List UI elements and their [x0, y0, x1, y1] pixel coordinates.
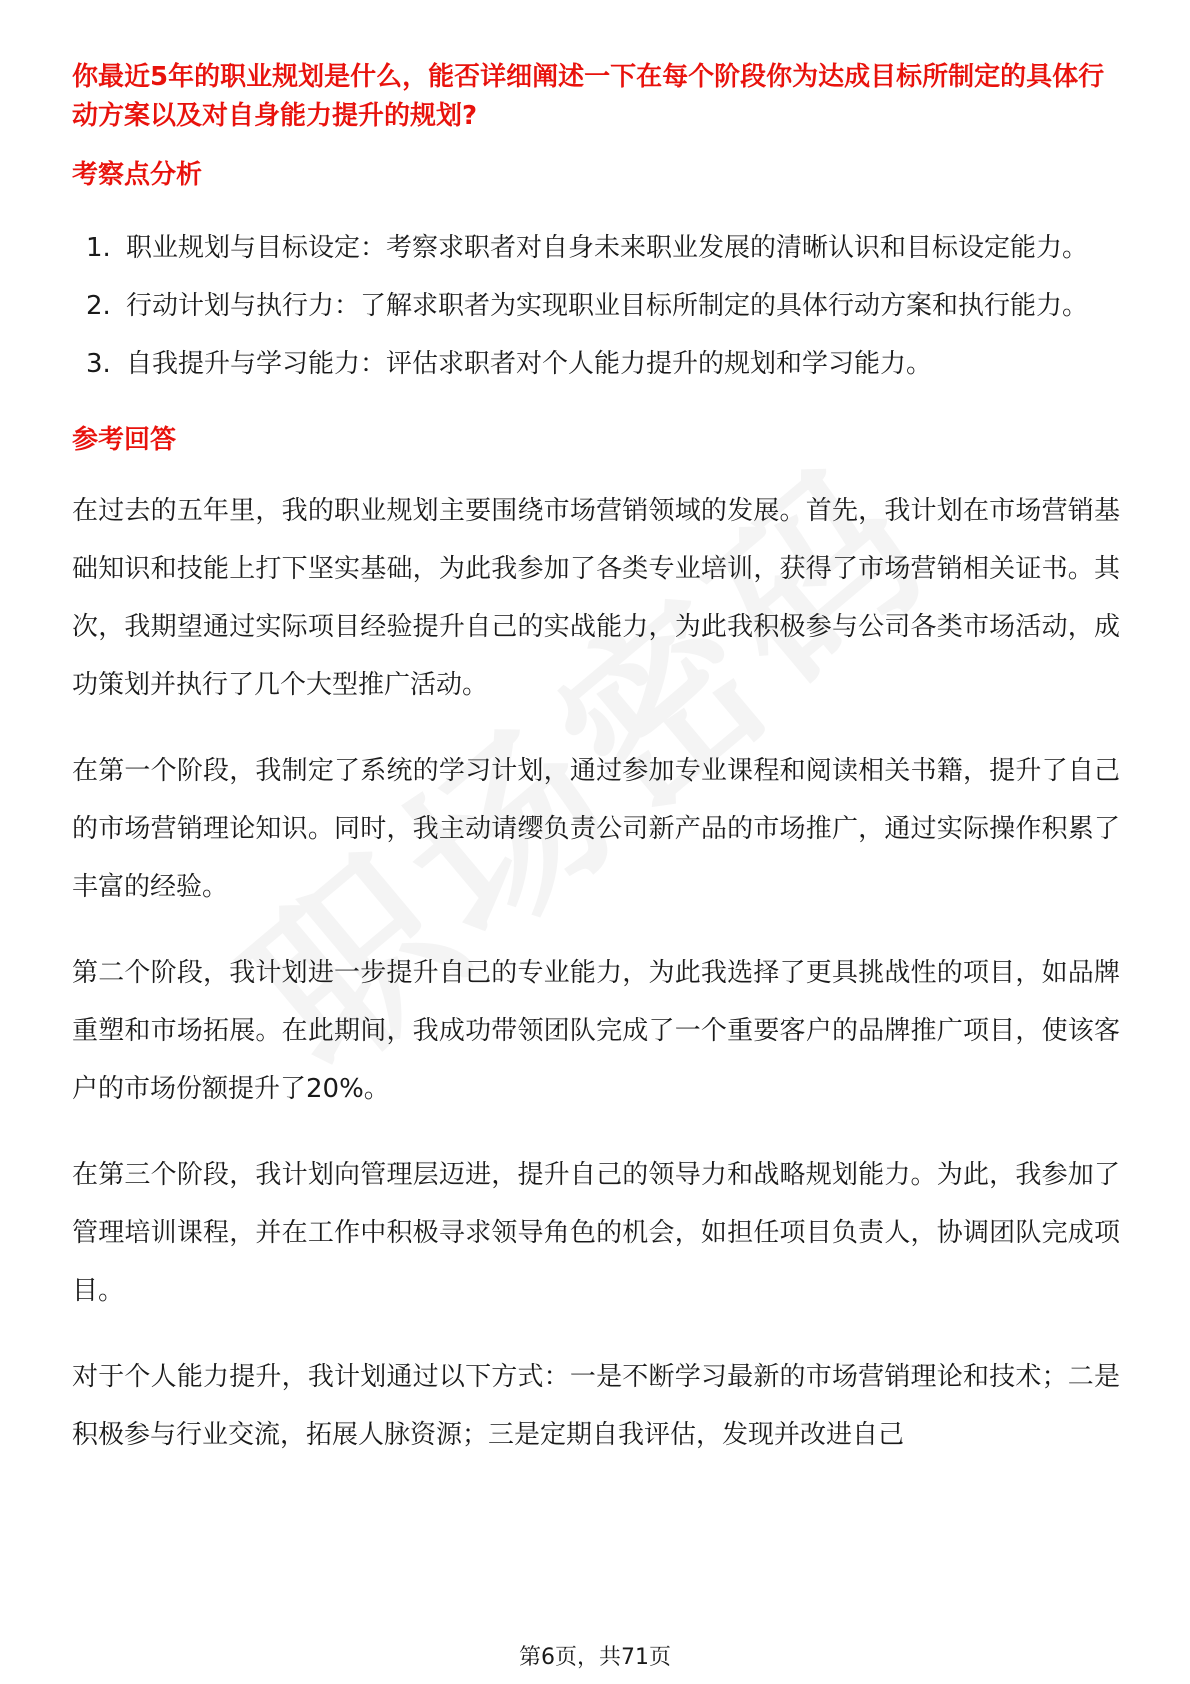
answer-section-title: 参考回答 [72, 425, 177, 455]
point-text: 职业规划与目标设定：考察求职者对自身未来职业发展的清晰认识和目标设定能力。 [126, 233, 1089, 263]
answer-paragraph: 在过去的五年里，我的职业规划主要围绕市场营销领域的发展。首先，我计划在市场营销基础知识和技能上打下坚实基础，为此我参加了各类专业培训，获得了市场营销相关证书。其次，我期望通过实际项目经验提升自己的实战能力，为此我积极参与公司各类市场活动，成功策划并执行了几个大型推广活动。 [72, 496, 1120, 700]
answer-paragraph: 在第一个阶段，我制定了系统的学习计划，通过参加专业课程和阅读相关书籍，提升了自己的市场营销理论知识。同时，我主动请缨负责公司新产品的市场推广，通过实际操作积累了丰富的经验。 [72, 756, 1120, 902]
point-number: 3. [86, 349, 111, 379]
point-number: 1. [86, 233, 111, 263]
question-heading: 你最近5年的职业规划是什么，能否详细阐述一下在每个阶段你为达成目标所制定的具体行动方案以及对自身能力提升的规划? [72, 62, 1105, 131]
analysis-points-list [72, 219, 1120, 393]
page-number-footer: 第6页，共71页 [519, 1645, 671, 1670]
point-text: 行动计划与执行力：了解求职者为实现职业目标所制定的具体行动方案和执行能力。 [126, 291, 1089, 321]
point-text: 自我提升与学习能力：评估求职者对个人能力提升的规划和学习能力。 [126, 349, 933, 379]
answer-paragraph: 对于个人能力提升，我计划通过以下方式：一是不断学习最新的市场营销理论和技术；二是积极参与行业交流，拓展人脉资源；三是定期自我评估，发现并改进自己 [72, 1362, 1120, 1450]
answer-paragraph: 在第三个阶段，我计划向管理层迈进，提升自己的领导力和战略规划能力。为此，我参加了管理培训课程，并在工作中积极寻求领导角色的机会，如担任项目负责人，协调团队完成项目。 [72, 1160, 1120, 1306]
analysis-point [72, 277, 1120, 335]
analysis-point [72, 219, 1120, 277]
analysis-section-title: 考察点分析 [72, 160, 203, 190]
analysis-point [72, 335, 1120, 393]
point-number: 2. [86, 291, 111, 321]
answer-paragraph: 第二个阶段，我计划进一步提升自己的专业能力，为此我选择了更具挑战性的项目，如品牌重塑和市场拓展。在此期间，我成功带领团队完成了一个重要客户的品牌推广项目，使该客户的市场份额提升了20%。 [72, 958, 1120, 1104]
document-page [72, 58, 1120, 1464]
